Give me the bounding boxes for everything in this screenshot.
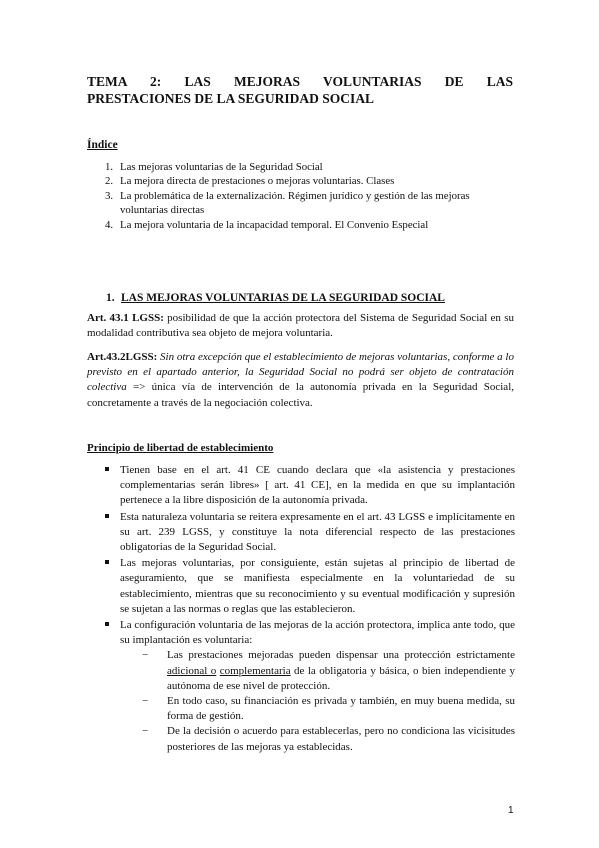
section-number: 1. bbox=[106, 292, 115, 304]
paragraph-art-43-2 bbox=[87, 350, 514, 411]
index-item-number: 3. bbox=[105, 189, 114, 202]
dash-item bbox=[142, 724, 515, 754]
title-line-1: TEMA 2: LAS MEJORAS VOLUNTARIAS DE LAS bbox=[87, 74, 513, 89]
index-item-number: 2. bbox=[105, 175, 114, 188]
document-title bbox=[87, 73, 513, 107]
index-list bbox=[87, 160, 517, 232]
page-number: 1 bbox=[508, 805, 514, 816]
bullet-text: Tienen base en el art. 41 CE cuando declara que «la asistencia y prestaciones complementarias serán libres» [ art. 41 CE], en la medida en que su implantación pertenece a la libre disposición de la autonomía privada. bbox=[120, 464, 515, 507]
square-bullet-icon bbox=[105, 560, 109, 564]
index-item-text: La mejora directa de prestaciones o mejoras voluntarias. Clases bbox=[120, 175, 395, 188]
subsection-heading: Principio de libertad de establecimiento bbox=[87, 442, 274, 454]
index-item bbox=[87, 189, 517, 218]
title-line-2: PRESTACIONES DE LA SEGURIDAD SOCIAL bbox=[87, 91, 375, 106]
bullet-item bbox=[105, 618, 515, 755]
index-item bbox=[87, 174, 517, 188]
index-item-text: La problemática de la externalización. Régimen jurídico y gestión de las mejoras voluntarias directas bbox=[120, 189, 470, 217]
dash-icon: − bbox=[142, 725, 149, 738]
paragraph-text: => única vía de intervención de la autonomía privada en la Seguridad Social, concretamente a través de la negociación colectiva. bbox=[87, 381, 514, 409]
bullet-text: La configuración voluntaria de las mejoras de la acción protectora, implica ante todo, que su implantación es voluntaria: bbox=[120, 619, 515, 647]
bullet-text: Esta naturaleza voluntaria se reitera expresamente en el art. 43 LGSS e implícitamente en su art. 239 LGSS, y constituye la nota diferencial respecto de las prestaciones obligatorias de la Seguridad Social. bbox=[120, 510, 515, 554]
article-ref: Art. 43.1 LGSS: bbox=[87, 312, 164, 324]
bullet-item bbox=[105, 463, 515, 509]
index-item bbox=[87, 160, 517, 174]
square-bullet-icon bbox=[105, 514, 109, 518]
paragraph-text: posibilidad de que la acción protectora del Sistema de Seguridad Social en su modalidad contributiva sea objeto de mejora voluntaria. bbox=[87, 312, 514, 340]
dash-icon: − bbox=[142, 695, 149, 708]
dash-text: Las prestaciones mejoradas pueden dispensar una protección estrictamente bbox=[167, 649, 515, 662]
index-item-text: La mejora voluntaria de la incapacidad temporal. El Convenio Especial bbox=[120, 218, 429, 231]
dash-list bbox=[120, 648, 515, 754]
section-title: LAS MEJORAS VOLUNTARIAS DE LA SEGURIDAD SOCIAL bbox=[121, 292, 445, 304]
dash-item bbox=[142, 648, 515, 694]
dash-text: de la obligatoria y básica, o bien independiente y autónoma de ese nivel de protección. bbox=[167, 664, 516, 692]
bullet-item bbox=[105, 510, 515, 556]
square-bullet-icon bbox=[105, 467, 109, 471]
underlined-text: complementaria bbox=[219, 664, 291, 677]
index-item bbox=[87, 218, 517, 232]
bullet-text: Las mejoras voluntarias, por consiguiente, están sujetas al principio de libertad de aseguramiento, que se manifiesta especialmente en la voluntariedad de su establecimiento, mientras que su reconocimiento y su eventual modificación y supresión se sujetan a las normas o reglas que las establecieron. bbox=[120, 557, 515, 615]
underlined-text: adicional o bbox=[167, 664, 217, 677]
dash-item bbox=[142, 694, 515, 724]
square-bullet-icon bbox=[105, 622, 109, 626]
index-item-number: 4. bbox=[105, 218, 114, 231]
index-item-number: 1. bbox=[105, 161, 114, 173]
bullet-list bbox=[105, 463, 515, 756]
dash-icon: − bbox=[142, 649, 149, 662]
article-ref: Art.43.2LGSS: bbox=[87, 351, 158, 363]
index-heading: Índice bbox=[87, 139, 118, 151]
bullet-item bbox=[105, 556, 515, 617]
dash-text: De la decisión o acuerdo para establecerlas, pero no condiciona las vicisitudes posteriores de las mejoras ya establecidas. bbox=[167, 725, 515, 753]
dash-text: En todo caso, su financiación es privada y también, en muy buena medida, su forma de gestión. bbox=[167, 695, 515, 723]
quoted-text: Sin otra excepción que el establecimiento de mejoras voluntarias, conforme a lo previsto en el apartado anterior, la Seguridad Social no podrá ser objeto de contratación colectiva bbox=[87, 351, 514, 394]
index-item-text: Las mejoras voluntarias de la Seguridad Social bbox=[120, 161, 323, 173]
paragraph-art-43-1 bbox=[87, 311, 514, 341]
